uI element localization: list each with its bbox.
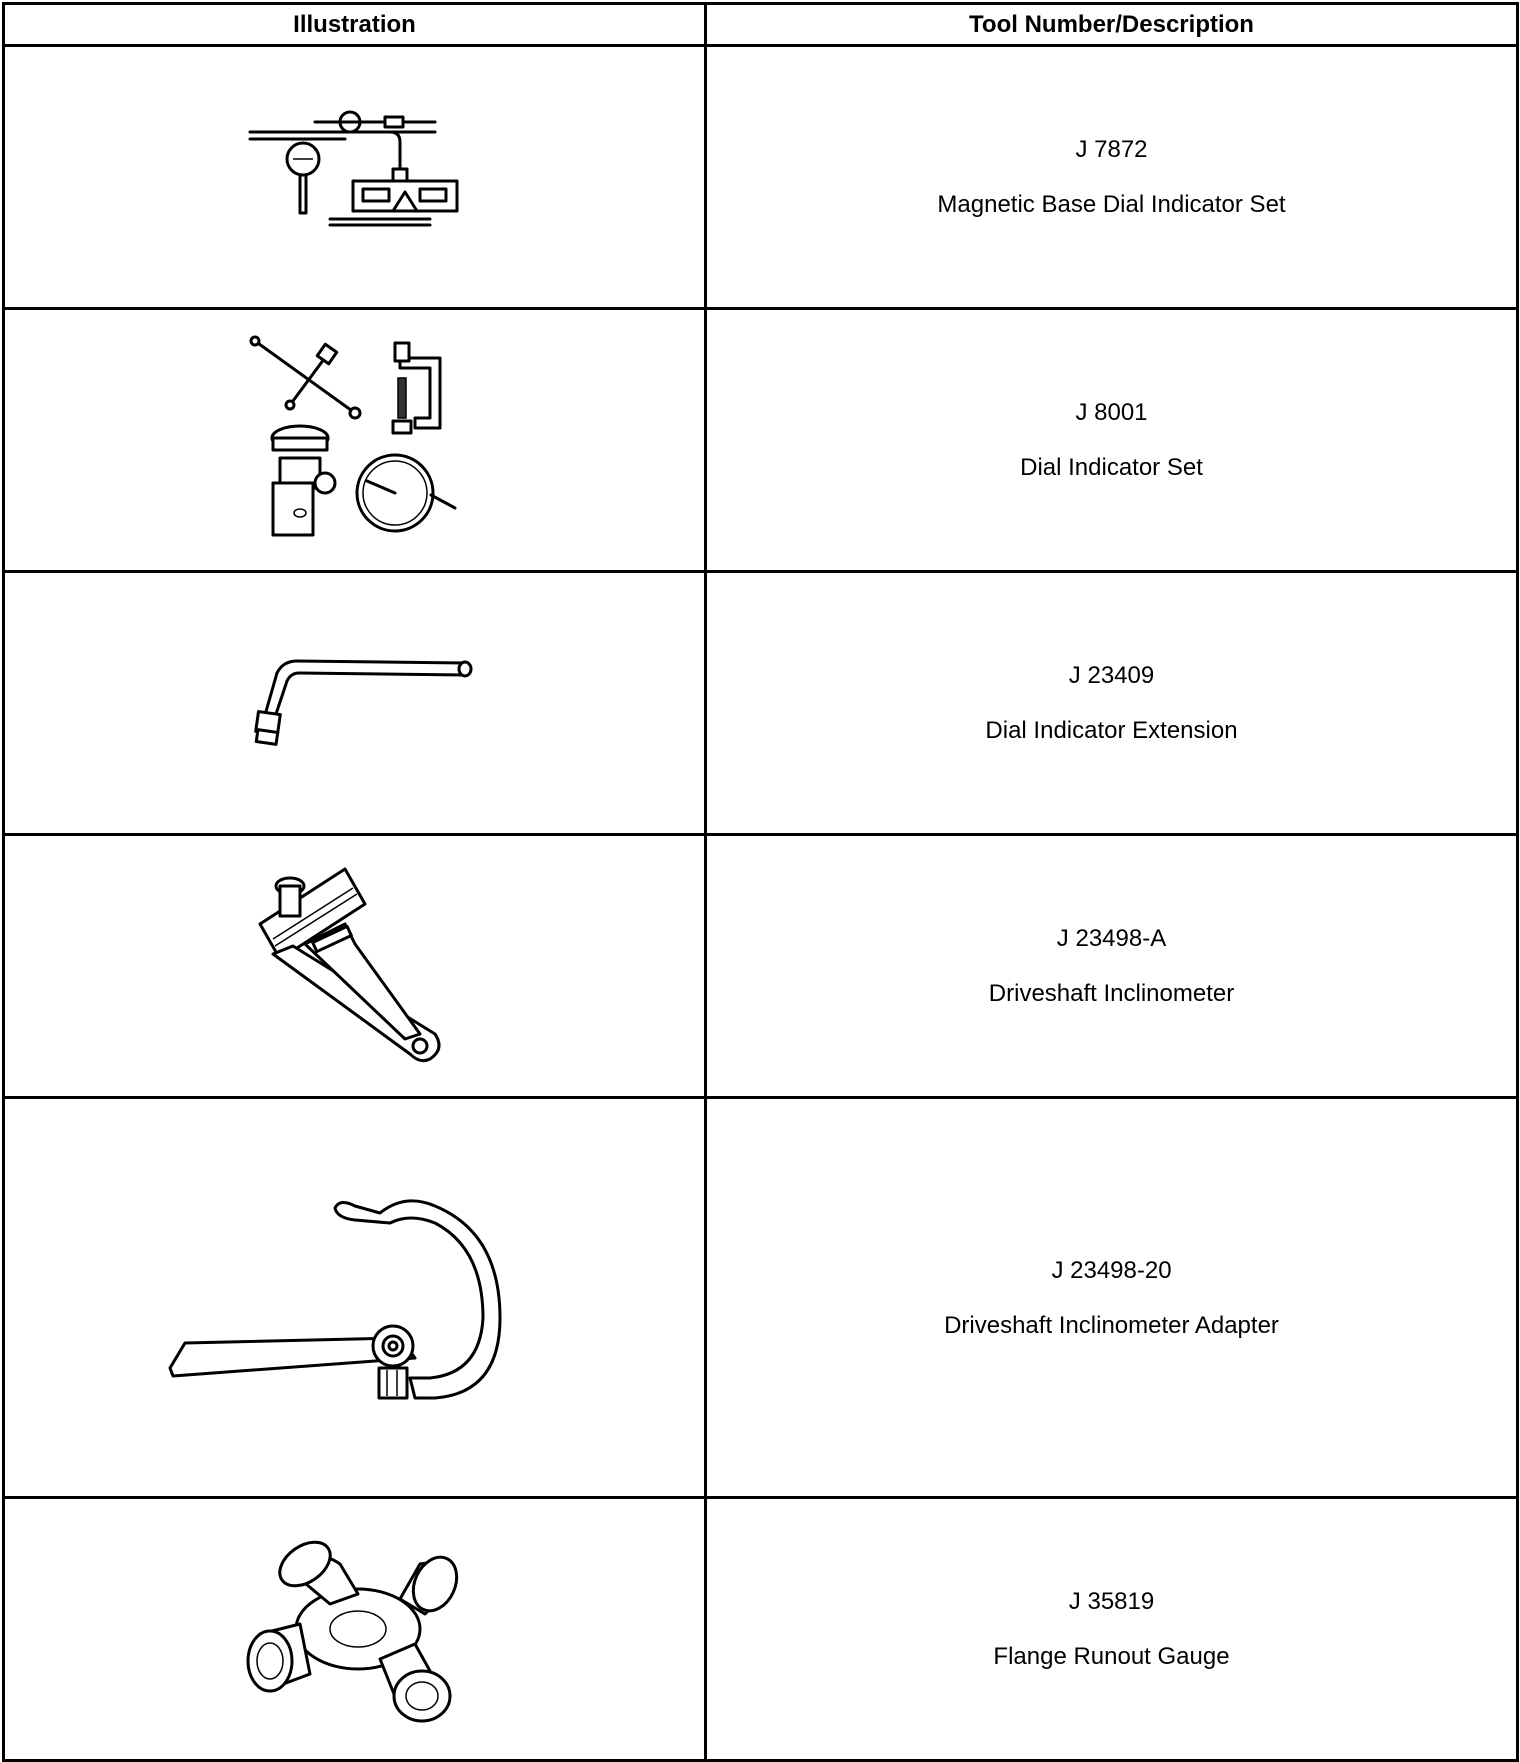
- illustration-cell: [4, 1498, 706, 1761]
- tool-number: J 8001: [1075, 399, 1148, 426]
- tool-number: J 35819: [1068, 1588, 1155, 1615]
- tool-description-cell: [706, 572, 1518, 835]
- magnetic-base-dial-indicator-icon: [245, 107, 465, 247]
- header-tool-description: Tool Number/Description: [706, 4, 1518, 46]
- flange-runout-gauge-icon: [240, 1524, 470, 1734]
- tool-description: Dial Indicator Extension: [985, 717, 1238, 744]
- inclinometer-adapter-icon: [165, 1178, 545, 1418]
- tool-description: Dial Indicator Set: [1020, 454, 1203, 481]
- tool-description-cell: [706, 835, 1518, 1098]
- tool-number: J 23409: [1068, 662, 1155, 689]
- table-row: [4, 46, 1518, 309]
- tool-description: Driveshaft Inclinometer: [988, 980, 1235, 1007]
- illustration-cell: [4, 309, 706, 572]
- dial-indicator-extension-icon: [235, 653, 475, 753]
- tool-description-cell: [706, 46, 1518, 309]
- header-row: [4, 4, 1518, 46]
- illustration-cell: [4, 1098, 706, 1498]
- table-row: [4, 835, 1518, 1098]
- table-row: [4, 572, 1518, 835]
- tool-number: J 23498-20: [1051, 1256, 1172, 1284]
- driveshaft-inclinometer-icon: [245, 864, 465, 1069]
- table-row: [4, 1498, 1518, 1761]
- table-row: [4, 309, 1518, 572]
- table-row: [4, 1098, 1518, 1498]
- tool-table: [2, 2, 1519, 1762]
- tool-number: J 7872: [1075, 136, 1148, 163]
- tool-description-cell: [706, 1098, 1518, 1498]
- tool-description: Magnetic Base Dial Indicator Set: [937, 191, 1286, 218]
- tool-number: J 23498-A: [1056, 925, 1167, 952]
- dial-indicator-set-icon: [245, 333, 465, 548]
- illustration-cell: [4, 46, 706, 309]
- tool-description: Driveshaft Inclinometer Adapter: [944, 1311, 1279, 1339]
- tool-description-cell: [706, 1498, 1518, 1761]
- tool-description: Flange Runout Gauge: [993, 1643, 1230, 1670]
- tool-description-cell: [706, 309, 1518, 572]
- illustration-cell: [4, 835, 706, 1098]
- header-illustration: Illustration: [4, 4, 706, 46]
- illustration-cell: [4, 572, 706, 835]
